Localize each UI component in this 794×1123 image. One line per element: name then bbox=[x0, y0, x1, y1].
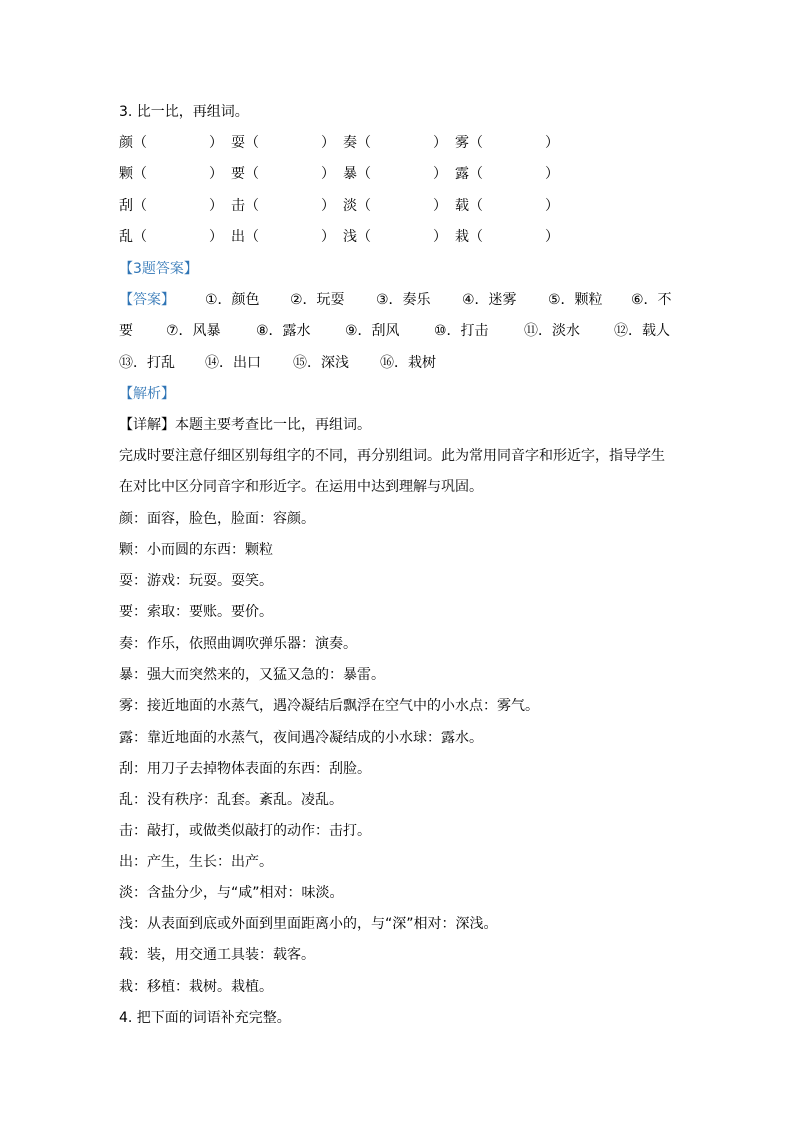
answer-item: ②．玩耍 bbox=[290, 292, 345, 308]
answer-item: ⑭．出口 bbox=[205, 355, 261, 371]
explanation-item: 暴：强大而突然来的，又猛又急的：暴雷。 bbox=[119, 667, 385, 683]
grid-row bbox=[119, 133, 579, 153]
question-3-title: 3. 比一比，再组词。 bbox=[119, 104, 249, 120]
explanation-item: 奏：作乐，依照曲调吹弹乐器：演奏。 bbox=[119, 636, 357, 652]
answer-item: ⑪．淡水 bbox=[524, 323, 580, 339]
grid-cell: 栽（ ） bbox=[455, 229, 559, 245]
answer-item: ⑯．栽树 bbox=[380, 355, 436, 371]
explanation-item: 颜：面容，脸色，脸面：容颜。 bbox=[119, 511, 315, 527]
answer-item: ⑨．刮风 bbox=[345, 323, 400, 339]
grid-cell: 颗（ ） bbox=[119, 166, 223, 182]
grid-cell: 乱（ ） bbox=[119, 229, 223, 245]
grid-cell: 击（ ） bbox=[231, 198, 335, 214]
explanation-item: 击：敲打，或做类似敲打的动作：击打。 bbox=[119, 823, 371, 839]
grid-cell: 暴（ ） bbox=[343, 166, 447, 182]
grid-row bbox=[119, 164, 579, 184]
explanation-item: 露：靠近地面的水蒸气，夜间遇冷凝结成的小水球：露水。 bbox=[119, 730, 483, 746]
detail-heading: 【详解】本题主要考查比一比，再组词。 bbox=[119, 417, 371, 433]
explanation-item: 刮：用刀子去掉物体表面的东西：刮脸。 bbox=[119, 761, 371, 777]
answer-item: 要 bbox=[119, 323, 133, 339]
explanation-item: 乱：没有秩序：乱套。紊乱。凌乱。 bbox=[119, 792, 343, 808]
grid-row bbox=[119, 227, 579, 247]
grid-cell: 载（ ） bbox=[455, 198, 559, 214]
answer-item: ⑩．打击 bbox=[434, 323, 489, 339]
explanation-item: 雾：接近地面的水蒸气，遇冷凝结后飘浮在空气中的小水点：雾气。 bbox=[119, 698, 539, 714]
intro-line: 完成时要注意仔细区别每组字的不同，再分别组词。此为常用同音字和形近字，指导学生 bbox=[119, 448, 665, 464]
intro-line: 在对比中区分同音字和形近字。在运用中达到理解与巩固。 bbox=[119, 479, 483, 495]
answer-item: ⑫．载人 bbox=[614, 323, 670, 339]
answer-header: 【3题答案】 bbox=[119, 261, 198, 277]
explanation-item: 淡：含盐分少，与“咸”相对：味淡。 bbox=[119, 885, 344, 901]
answer-item: ⑬．打乱 bbox=[119, 355, 175, 371]
grid-cell: 出（ ） bbox=[231, 229, 335, 245]
grid-cell: 雾（ ） bbox=[455, 135, 559, 151]
answer-item: ①．颜色 bbox=[205, 292, 260, 308]
explanation-item: 要：索取：要账。要价。 bbox=[119, 604, 273, 620]
answer-item: ⑥．不 bbox=[631, 292, 672, 308]
explanation-item: 耍：游戏：玩耍。耍笑。 bbox=[119, 573, 273, 589]
answer-item: ⑦．风暴 bbox=[166, 323, 221, 339]
answer-item: ⑧．露水 bbox=[256, 323, 311, 339]
explanation-item: 栽：移植：栽树。栽植。 bbox=[119, 979, 273, 995]
explanation-item: 出：产生，生长：出产。 bbox=[119, 854, 273, 870]
analysis-label: 【解析】 bbox=[119, 386, 175, 402]
grid-row bbox=[119, 196, 579, 216]
grid-cell: 浅（ ） bbox=[343, 229, 447, 245]
explanation-item: 载：装，用交通工具装：载客。 bbox=[119, 947, 315, 963]
answer-label: 【答案】 bbox=[119, 292, 175, 308]
grid-cell: 奏（ ） bbox=[343, 135, 447, 151]
question-4-title: 4. 把下面的词语补充完整。 bbox=[119, 1010, 291, 1026]
grid-cell: 刮（ ） bbox=[119, 198, 223, 214]
grid-cell: 露（ ） bbox=[455, 166, 559, 182]
grid-cell: 颜（ ） bbox=[119, 135, 223, 151]
answer-item: ③．奏乐 bbox=[376, 292, 431, 308]
grid-cell: 耍（ ） bbox=[231, 135, 335, 151]
explanation-item: 浅：从表面到底或外面到里面距离小的，与“深”相对：深浅。 bbox=[119, 916, 498, 932]
grid-cell: 淡（ ） bbox=[343, 198, 447, 214]
answer-item: ⑮．深浅 bbox=[293, 355, 349, 371]
explanation-item: 颗：小而圆的东西：颗粒 bbox=[119, 542, 273, 558]
answer-item: ④．迷雾 bbox=[462, 292, 517, 308]
grid-cell: 要（ ） bbox=[231, 166, 335, 182]
answer-item: ⑤．颗粒 bbox=[548, 292, 603, 308]
